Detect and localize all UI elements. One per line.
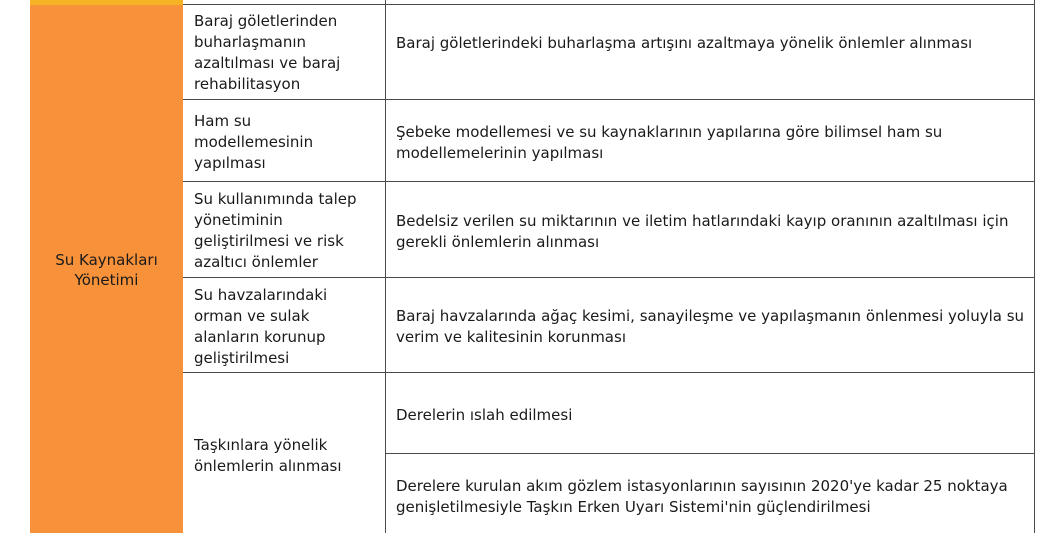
sub-item-cell: Baraj göletlerinden buharlaşmanın azaltılması ve baraj rehabilitasyon bbox=[194, 12, 341, 93]
sub-item-cell: Taşkınlara yönelik önlemlerin alınması bbox=[194, 436, 342, 475]
row-divider bbox=[183, 181, 1035, 182]
action-cell: Baraj havzalarında ağaç kesimi, sanayileşme ve yapılaşmanın önlenmesi yoluyla su verim ve kalitesinin korunması bbox=[396, 307, 1025, 346]
action-cell: Bedelsiz verilen su miktarının ve iletim hatlarındaki kayıp oranının azaltılması için gerekli önlemlerin alınması bbox=[396, 212, 1009, 251]
table-right-border bbox=[1034, 0, 1035, 533]
row-divider bbox=[183, 277, 1035, 278]
row-divider bbox=[183, 4, 1035, 5]
action-cell: Şebeke modellemesi ve su kaynaklarının yapılarına göre bilimsel ham su modellemelerinin yapılması bbox=[396, 123, 943, 162]
row-divider bbox=[183, 372, 1035, 373]
sub-item-cell: Su kullanımında talep yönetiminin geliştirilmesi ve risk azaltıcı önlemler bbox=[194, 190, 357, 271]
action-cell: Derelerin ıslah edilmesi bbox=[396, 406, 573, 424]
action-cell: Baraj göletlerindeki buharlaşma artışını azaltmaya yönelik önlemler alınması bbox=[396, 34, 973, 52]
row-divider bbox=[183, 99, 1035, 100]
category-label: Su Kaynakları Yönetimi bbox=[55, 251, 158, 289]
sub-item-cell: Ham su modellemesinin yapılması bbox=[194, 112, 314, 172]
action-cell: Derelere kurulan akım gözlem istasyonlarının sayısının 2020'ye kadar 25 noktaya genişletilmesiyle Taşkın Erken Uyarı Sistemi'nin güçlendirilmesi bbox=[396, 477, 1008, 516]
category-top-band bbox=[30, 0, 183, 5]
sub-item-cell: Su havzalarındaki orman ve sulak alanların korunup geliştirilmesi bbox=[194, 286, 328, 367]
column-divider bbox=[385, 0, 386, 533]
action-divider bbox=[385, 453, 1035, 454]
